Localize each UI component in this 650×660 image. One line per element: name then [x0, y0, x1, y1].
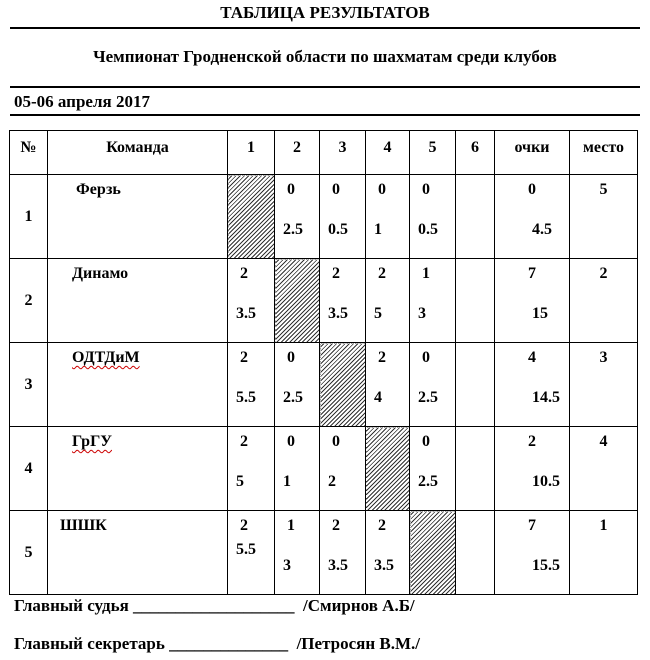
match-result: 2 — [378, 349, 386, 366]
team-score: 0 — [528, 181, 536, 198]
table-header-row — [10, 131, 638, 175]
row-number: 2 — [10, 259, 48, 343]
team-place: 5 — [599, 181, 608, 198]
judge-name: /Смирнов А.Б/ — [303, 596, 415, 615]
points-cell — [495, 511, 570, 595]
result-cell — [228, 427, 275, 511]
row-number: 5 — [10, 511, 48, 595]
team-cell — [48, 511, 228, 595]
team-name: ШШК — [60, 517, 107, 534]
team-board-points: 4.5 — [532, 221, 552, 238]
secretary-label: Главный секретарь — [14, 634, 165, 653]
self-cell-hatched — [366, 427, 410, 511]
self-cell-hatched — [320, 343, 366, 427]
board-points: 3.5 — [236, 305, 256, 322]
board-points: 3.5 — [374, 557, 394, 574]
col-header-5: 5 — [410, 131, 456, 175]
col-header-num: № — [10, 131, 48, 175]
board-points: 3 — [418, 305, 426, 322]
team-place: 4 — [599, 433, 608, 450]
points-cell — [495, 427, 570, 511]
judge-label: Главный судья — [14, 596, 129, 615]
col-header-4: 4 — [366, 131, 410, 175]
match-result: 1 — [287, 517, 295, 534]
match-result: 2 — [240, 349, 248, 366]
col-header-2: 2 — [275, 131, 320, 175]
result-cell — [228, 259, 275, 343]
table-row — [10, 175, 638, 259]
match-result: 0 — [287, 349, 295, 366]
board-points: 3 — [283, 557, 291, 574]
board-points: 2.5 — [283, 221, 303, 238]
team-name: ОДТДиМ — [72, 349, 140, 366]
board-points: 1 — [283, 473, 291, 490]
match-result: 2 — [378, 265, 386, 282]
match-result: 2 — [240, 265, 248, 282]
self-cell-hatched — [275, 259, 320, 343]
result-cell — [366, 175, 410, 259]
board-points: 0.5 — [328, 221, 348, 238]
col-header-1: 1 — [228, 131, 275, 175]
match-result: 2 — [332, 517, 340, 534]
team-score: 4 — [528, 349, 536, 366]
self-cell-hatched — [410, 511, 456, 595]
board-points: 2 — [328, 473, 336, 490]
team-name: Динамо — [72, 265, 129, 282]
team-name: ГрГУ — [72, 433, 112, 450]
result-cell — [366, 511, 410, 595]
empty-cell — [456, 259, 495, 343]
divider — [10, 27, 640, 29]
place-cell — [570, 175, 638, 259]
match-result: 1 — [422, 265, 430, 282]
team-board-points: 10.5 — [532, 473, 560, 490]
event-date: 05-06 апреля 2017 — [14, 92, 150, 111]
match-result: 2 — [332, 265, 340, 282]
team-cell — [48, 343, 228, 427]
board-points: 2.5 — [418, 473, 438, 490]
result-cell — [320, 427, 366, 511]
result-cell — [320, 511, 366, 595]
match-result: 2 — [240, 517, 248, 534]
col-header-points: очки — [495, 131, 570, 175]
result-cell — [410, 343, 456, 427]
row-number: 4 — [10, 427, 48, 511]
match-result: 2 — [240, 433, 248, 450]
team-score: 7 — [528, 265, 536, 282]
empty-cell — [456, 343, 495, 427]
result-cell — [366, 343, 410, 427]
col-header-6: 6 — [456, 131, 495, 175]
result-cell — [410, 175, 456, 259]
place-cell — [570, 511, 638, 595]
team-place: 1 — [599, 517, 608, 534]
match-result: 0 — [287, 181, 295, 198]
team-cell — [48, 259, 228, 343]
board-points: 5 — [374, 305, 382, 322]
secretary-name: /Петросян В.М./ — [296, 634, 420, 653]
team-score: 2 — [528, 433, 536, 450]
empty-cell — [456, 511, 495, 595]
row-number: 1 — [10, 175, 48, 259]
table-row — [10, 259, 638, 343]
result-cell — [320, 175, 366, 259]
col-header-3: 3 — [320, 131, 366, 175]
table-row — [10, 427, 638, 511]
board-points: 3.5 — [328, 305, 348, 322]
result-cell — [275, 175, 320, 259]
board-points: 5 — [236, 473, 244, 490]
col-header-team: Команда — [48, 131, 228, 175]
result-cell — [410, 427, 456, 511]
result-cell — [275, 343, 320, 427]
table-row — [10, 511, 638, 595]
results-table — [9, 130, 638, 595]
board-points: 2.5 — [418, 389, 438, 406]
board-points: 2.5 — [283, 389, 303, 406]
col-header-place: место — [570, 131, 638, 175]
team-board-points: 15.5 — [532, 557, 560, 574]
match-result: 0 — [332, 433, 340, 450]
match-result: 0 — [378, 181, 386, 198]
result-cell — [275, 427, 320, 511]
board-points: 5.5 — [236, 541, 256, 558]
place-cell — [570, 343, 638, 427]
team-board-points: 15 — [532, 305, 548, 322]
empty-cell — [456, 427, 495, 511]
board-points: 0.5 — [418, 221, 438, 238]
result-cell — [410, 259, 456, 343]
result-cell — [366, 259, 410, 343]
team-place: 3 — [599, 349, 608, 366]
board-points: 3.5 — [328, 557, 348, 574]
team-cell — [48, 427, 228, 511]
board-points: 1 — [374, 221, 382, 238]
match-result: 2 — [378, 517, 386, 534]
self-cell-hatched — [228, 175, 275, 259]
result-cell — [320, 259, 366, 343]
row-number: 3 — [10, 343, 48, 427]
match-result: 0 — [332, 181, 340, 198]
divider — [10, 114, 640, 116]
place-cell — [570, 259, 638, 343]
judge-signature-line — [14, 596, 415, 616]
result-cell — [228, 343, 275, 427]
match-result: 0 — [422, 181, 430, 198]
empty-cell — [456, 175, 495, 259]
secretary-blank: ______________ — [169, 634, 289, 653]
team-board-points: 14.5 — [532, 389, 560, 406]
secretary-signature-line — [14, 634, 420, 654]
team-cell — [48, 175, 228, 259]
match-result: 0 — [422, 349, 430, 366]
table-row — [10, 343, 638, 427]
divider — [10, 86, 640, 88]
judge-blank: ___________________ — [133, 596, 295, 615]
match-result: 0 — [287, 433, 295, 450]
team-score: 7 — [528, 517, 536, 534]
board-points: 5.5 — [236, 389, 256, 406]
match-result: 0 — [422, 433, 430, 450]
team-place: 2 — [599, 265, 608, 282]
page-title: ТАБЛИЦА РЕЗУЛЬТАТОВ — [220, 3, 430, 22]
place-cell — [570, 427, 638, 511]
result-cell — [275, 511, 320, 595]
result-cell — [228, 511, 275, 595]
page-subtitle: Чемпионат Гродненской области по шахматам среди клубов — [93, 47, 557, 66]
team-name: Ферзь — [76, 181, 121, 198]
board-points: 4 — [374, 389, 382, 406]
points-cell — [495, 175, 570, 259]
points-cell — [495, 259, 570, 343]
points-cell — [495, 343, 570, 427]
